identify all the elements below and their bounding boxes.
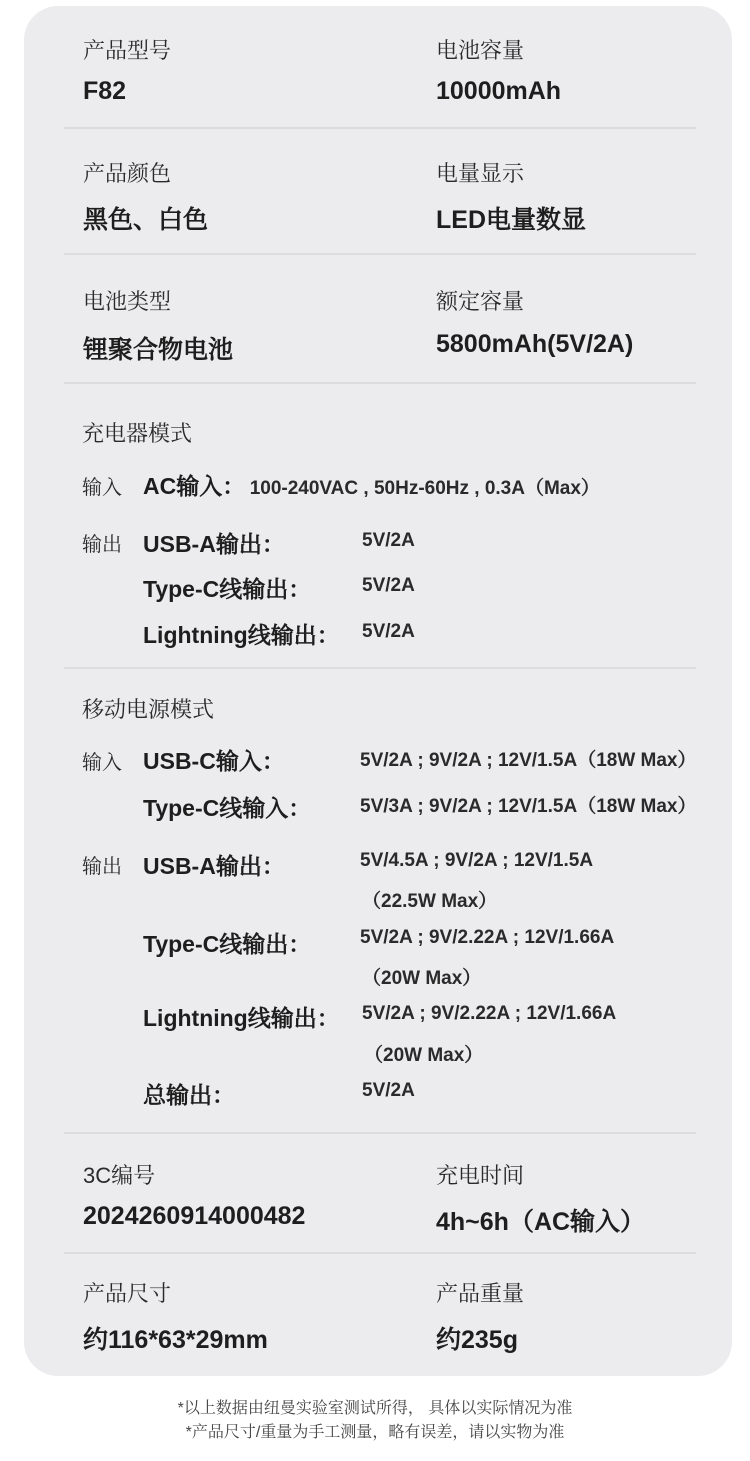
powerbank-input-tag: 输入: [82, 752, 122, 774]
charger-input-value: 100-240VAC , 50Hz-60Hz , 0.3A（Max）: [249, 478, 600, 499]
divider: [64, 382, 696, 384]
spec-value: F82: [83, 77, 127, 105]
divider: [64, 1252, 696, 1254]
divider: [64, 253, 696, 255]
powerbank-output-label: Type-C线输出：: [143, 931, 312, 957]
powerbank-output-value-max: （20W Max）: [362, 968, 482, 989]
spec-battery-type: [83, 285, 233, 366]
charger-output-value: 5V/2A: [362, 530, 415, 551]
spec-label: 3C编号: [83, 1163, 156, 1188]
spec-model: [83, 34, 171, 106]
charger-input-row: [143, 468, 600, 501]
spec-label: 额定容量: [436, 289, 525, 314]
footnote: *以上数据由纽曼实验室测试所得， 具体以实际情况为准: [177, 1400, 573, 1417]
spec-label: 电池容量: [436, 38, 525, 63]
powerbank-output-tag: 输出: [82, 856, 122, 878]
spec-label: 产品尺寸: [83, 1281, 172, 1306]
powerbank-output-value: 5V/2A: [362, 1080, 415, 1101]
charger-output-label: Type-C线输出：: [143, 576, 312, 602]
footnote: *产品尺寸/重量为手工测量，略有误差，请以实物为准: [185, 1424, 565, 1441]
powerbank-output-label: 总输出：: [143, 1082, 235, 1108]
spec-label: 产品颜色: [83, 161, 172, 186]
charger-output-label: USB-A输出：: [143, 531, 285, 557]
charger-output-tag: 输出: [82, 534, 122, 556]
spec-weight: [436, 1277, 524, 1356]
spec-value: 约235g: [436, 1326, 518, 1354]
divider: [64, 667, 696, 669]
charger-input-tag: 输入: [82, 477, 122, 499]
powerbank-output-label: Lightning线输出：: [143, 1005, 340, 1031]
spec-size: [83, 1277, 268, 1356]
divider: [64, 1132, 696, 1134]
powerbank-output-label: USB-A输出：: [143, 853, 285, 879]
powerbank-input-label: USB-C输入：: [143, 748, 285, 774]
spec-rated-capacity: [436, 285, 633, 359]
charger-output-value: 5V/2A: [362, 621, 415, 642]
spec-value: 2024260914000482: [83, 1202, 306, 1230]
spec-battery-capacity: [436, 34, 561, 106]
powerbank-output-value: 5V/4.5A ; 9V/2A ; 12V/1.5A: [360, 850, 594, 871]
charger-output-label: Lightning线输出：: [143, 622, 340, 648]
spec-label: 产品型号: [83, 38, 172, 63]
powerbank-input-label: Type-C线输入：: [143, 795, 312, 821]
spec-label: 充电时间: [436, 1163, 525, 1188]
spec-value: 锂聚合物电池: [83, 336, 234, 364]
powerbank-input-value: 5V/2A ; 9V/2A ; 12V/1.5A（18W Max）: [360, 750, 697, 771]
spec-label: 电池类型: [83, 289, 172, 314]
powerbank-output-value: 5V/2A ; 9V/2.22A ; 12V/1.66A: [360, 927, 615, 948]
powerbank-output-value-max: （20W Max）: [364, 1045, 484, 1066]
powerbank-mode-title: 移动电源模式: [82, 697, 215, 722]
spec-value: 4h~6h（AC输入）: [436, 1208, 646, 1236]
spec-value: 10000mAh: [436, 77, 562, 105]
charger-input-label: AC输入：: [143, 473, 246, 499]
charger-output-value: 5V/2A: [362, 575, 415, 596]
spec-charge-time: [436, 1159, 645, 1238]
powerbank-output-value: 5V/2A ; 9V/2.22A ; 12V/1.66A: [362, 1003, 617, 1024]
divider: [64, 127, 696, 129]
powerbank-output-value-max: （22.5W Max）: [362, 891, 498, 912]
spec-power-display: [436, 157, 586, 236]
spec-label: 产品重量: [436, 1281, 525, 1306]
spec-value: 黑色、白色: [83, 206, 209, 234]
charger-mode-title: 充电器模式: [82, 421, 193, 446]
powerbank-input-value: 5V/3A ; 9V/2A ; 12V/1.5A（18W Max）: [360, 796, 697, 817]
spec-3c-number: [83, 1159, 305, 1231]
spec-label: 电量显示: [436, 161, 525, 186]
spec-value: 5800mAh(5V/2A): [436, 330, 634, 358]
spec-color: [83, 157, 208, 236]
spec-value: 约116*63*29mm: [83, 1326, 268, 1354]
spec-value: LED电量数显: [436, 206, 587, 234]
